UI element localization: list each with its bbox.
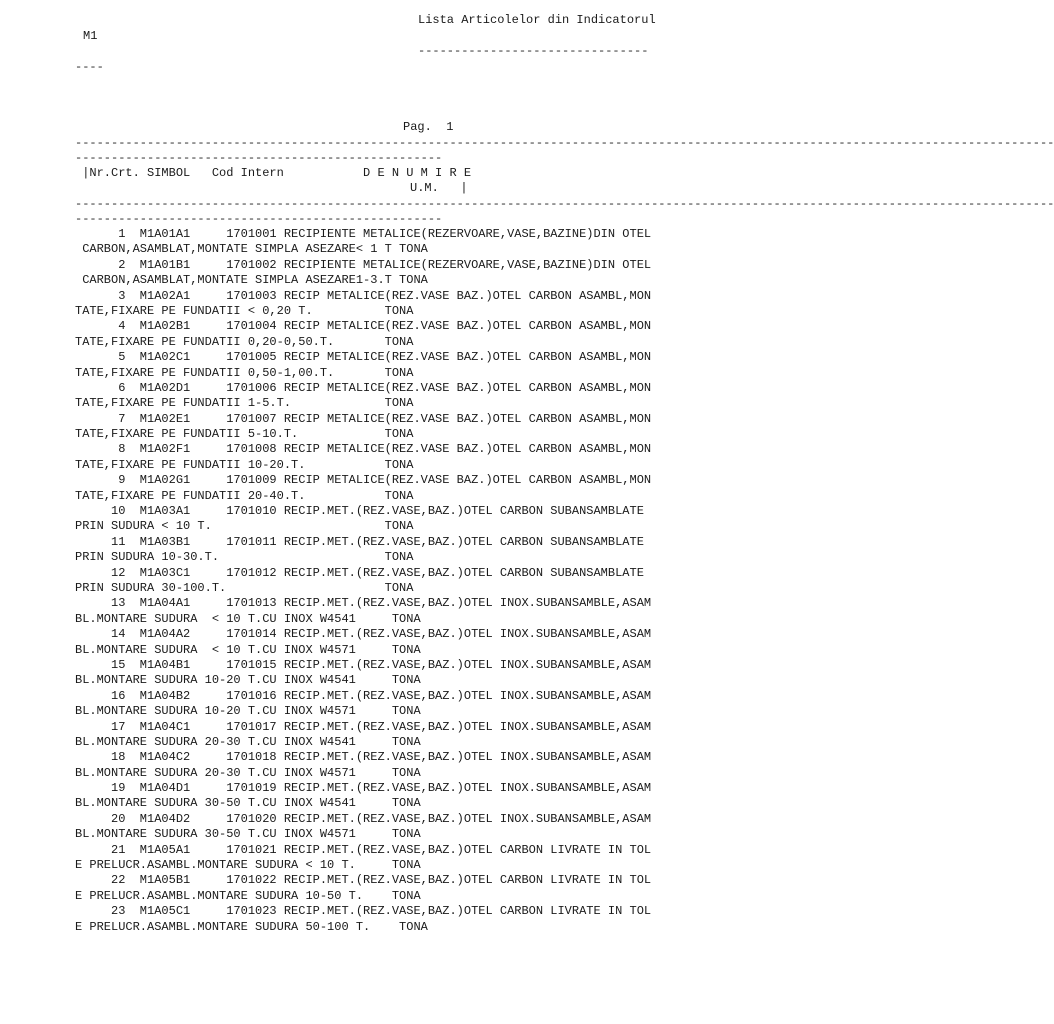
list-item-main-line: 17 M1A04C1 1701017 RECIP.MET.(REZ.VASE,BAZ.)OTEL INOX.SUBANSAMBLE,ASAM <box>75 719 652 734</box>
list-item <box>75 289 765 320</box>
list-item-main-line: 15 M1A04B1 1701015 RECIP.MET.(REZ.VASE,BAZ.)OTEL INOX.SUBANSAMBLE,ASAM <box>75 657 652 672</box>
list-item-main-line: 1 M1A01A1 1701001 RECIPIENTE METALICE(REZERVOARE,VASE,BAZINE)DIN OTEL <box>75 227 652 241</box>
list-item-main-line: 3 M1A02A1 1701003 RECIP METALICE(REZ.VASE BAZ.)OTEL CARBON ASAMBL,MON <box>75 288 652 303</box>
list-item-main-line: 9 M1A02G1 1701009 RECIP METALICE(REZ.VASE BAZ.)OTEL CARBON ASAMBL,MON <box>75 473 652 488</box>
code-underline: ---- <box>75 60 104 74</box>
list-item <box>75 596 765 627</box>
list-item-main-line: 12 M1A03C1 1701012 RECIP.MET.(REZ.VASE,BAZ.)OTEL CARBON SUBANSAMBLATE <box>75 565 644 580</box>
list-item-main-line: 14 M1A04A2 1701014 RECIP.MET.(REZ.VASE,BAZ.)OTEL INOX.SUBANSAMBLE,ASAM <box>75 627 652 642</box>
list-item-continuation-line: BL.MONTARE SUDURA 20-30 T.CU INOX W4571 TONA <box>75 765 421 780</box>
list-item-continuation-line: PRIN SUDURA < 10 T. TONA <box>75 519 414 534</box>
list-item <box>75 535 765 566</box>
list-item-continuation-line: TATE,FIXARE PE FUNDATII 0,50-1,00.T. TONA <box>75 365 414 380</box>
list-item <box>75 504 765 535</box>
list-item-continuation-line: CARBON,ASAMBLAT,MONTATE SIMPLA ASEZARE1-3.T TONA <box>75 273 428 288</box>
list-item-continuation-line: PRIN SUDURA 10-30.T. TONA <box>75 550 414 565</box>
list-item <box>75 566 765 597</box>
table-top-rule-wrap <box>75 136 1054 151</box>
list-item <box>75 381 765 412</box>
column-header: |Nr.Crt. SIMBOL Cod Intern D E N U M I R E <box>75 166 472 180</box>
list-item-main-line: 4 M1A02B1 1701004 RECIP METALICE(REZ.VASE BAZ.)OTEL CARBON ASAMBL,MON <box>75 319 652 334</box>
list-item-continuation-line: TATE,FIXARE PE FUNDATII 10-20.T. TONA <box>75 457 414 472</box>
list-item-main-line: 8 M1A02F1 1701008 RECIP METALICE(REZ.VASE BAZ.)OTEL CARBON ASAMBL,MON <box>75 442 652 457</box>
list-item <box>75 658 765 689</box>
article-list <box>75 227 765 935</box>
list-item <box>75 873 765 904</box>
document-title: Lista Articolelor din Indicatorul <box>418 13 656 27</box>
list-item <box>75 843 765 874</box>
list-item-continuation-line: CARBON,ASAMBLAT,MONTATE SIMPLA ASEZARE< 1 T TONA <box>75 242 428 257</box>
list-item <box>75 720 765 751</box>
column-header-unit: U.M. | <box>410 181 468 195</box>
list-item-continuation-line: E PRELUCR.ASAMBL.MONTARE SUDURA 10-50 T. TONA <box>75 888 421 903</box>
list-item-main-line: 21 M1A05A1 1701021 RECIP.MET.(REZ.VASE,BAZ.)OTEL CARBON LIVRATE IN TOL <box>75 842 652 857</box>
list-item <box>75 627 765 658</box>
list-item-continuation-line: TATE,FIXARE PE FUNDATII 20-40.T. TONA <box>75 488 414 503</box>
table-header-rule-continued: --------------------------------------------------- <box>75 212 443 226</box>
list-item-continuation-line: BL.MONTARE SUDURA 30-50 T.CU INOX W4541 TONA <box>75 796 421 811</box>
indicator-code: M1 <box>83 29 98 43</box>
list-item-continuation-line: BL.MONTARE SUDURA < 10 T.CU INOX W4541 TONA <box>75 611 421 626</box>
list-item-main-line: 11 M1A03B1 1701011 RECIP.MET.(REZ.VASE,BAZ.)OTEL CARBON SUBANSAMBLATE <box>75 534 644 549</box>
list-item-main-line: 7 M1A02E1 1701007 RECIP METALICE(REZ.VASE BAZ.)OTEL CARBON ASAMBL,MON <box>75 411 652 426</box>
list-item-continuation-line: TATE,FIXARE PE FUNDATII 5-10.T. TONA <box>75 427 414 442</box>
list-item <box>75 812 765 843</box>
list-item-continuation-line: PRIN SUDURA 30-100.T. TONA <box>75 580 414 595</box>
list-item-main-line: 20 M1A04D2 1701020 RECIP.MET.(REZ.VASE,BAZ.)OTEL INOX.SUBANSAMBLE,ASAM <box>75 811 652 826</box>
list-item-continuation-line: E PRELUCR.ASAMBL.MONTARE SUDURA 50-100 T. TONA <box>75 919 428 934</box>
table-top-rule-continued: --------------------------------------------------- <box>75 151 443 165</box>
list-item-main-line: 10 M1A03A1 1701010 RECIP.MET.(REZ.VASE,BAZ.)OTEL CARBON SUBANSAMBLATE <box>75 504 644 519</box>
list-item-continuation-line: E PRELUCR.ASAMBL.MONTARE SUDURA < 10 T. TONA <box>75 858 421 873</box>
list-item-main-line: 2 M1A01B1 1701002 RECIPIENTE METALICE(REZERVOARE,VASE,BAZINE)DIN OTEL <box>75 257 652 272</box>
list-item <box>75 904 765 935</box>
list-item <box>75 750 765 781</box>
list-item-continuation-line: BL.MONTARE SUDURA 30-50 T.CU INOX W4571 TONA <box>75 827 421 842</box>
list-item <box>75 227 765 258</box>
list-item-continuation-line: BL.MONTARE SUDURA 20-30 T.CU INOX W4541 TONA <box>75 734 421 749</box>
list-item-main-line: 22 M1A05B1 1701022 RECIP.MET.(REZ.VASE,BAZ.)OTEL CARBON LIVRATE IN TOL <box>75 873 652 888</box>
list-item-main-line: 18 M1A04C2 1701018 RECIP.MET.(REZ.VASE,BAZ.)OTEL INOX.SUBANSAMBLE,ASAM <box>75 750 652 765</box>
list-item <box>75 350 765 381</box>
list-item <box>75 258 765 289</box>
list-item-continuation-line: BL.MONTARE SUDURA 10-20 T.CU INOX W4541 TONA <box>75 673 421 688</box>
list-item-main-line: 13 M1A04A1 1701013 RECIP.MET.(REZ.VASE,BAZ.)OTEL INOX.SUBANSAMBLE,ASAM <box>75 596 652 611</box>
list-item <box>75 781 765 812</box>
list-item-continuation-line: BL.MONTARE SUDURA 10-20 T.CU INOX W4571 TONA <box>75 704 421 719</box>
table-header-rule-wrap <box>75 197 1054 212</box>
table-header-rule: ---------------------------------------------------------------------------------------------------------------------------------------- <box>75 197 1054 211</box>
page-number: Pag. 1 <box>403 120 454 134</box>
title-underline: -------------------------------- <box>418 44 649 58</box>
list-item-main-line: 23 M1A05C1 1701023 RECIP.MET.(REZ.VASE,BAZ.)OTEL CARBON LIVRATE IN TOL <box>75 904 652 919</box>
list-item-main-line: 16 M1A04B2 1701016 RECIP.MET.(REZ.VASE,BAZ.)OTEL INOX.SUBANSAMBLE,ASAM <box>75 688 652 703</box>
list-item-continuation-line: TATE,FIXARE PE FUNDATII 0,20-0,50.T. TONA <box>75 334 414 349</box>
list-item-continuation-line: TATE,FIXARE PE FUNDATII 1-5.T. TONA <box>75 396 414 411</box>
table-top-rule: ---------------------------------------------------------------------------------------------------------------------------------------- <box>75 136 1054 150</box>
list-item <box>75 473 765 504</box>
list-item <box>75 689 765 720</box>
list-item-main-line: 5 M1A02C1 1701005 RECIP METALICE(REZ.VASE BAZ.)OTEL CARBON ASAMBL,MON <box>75 350 652 365</box>
list-item-continuation-line: BL.MONTARE SUDURA < 10 T.CU INOX W4571 TONA <box>75 642 421 657</box>
list-item <box>75 319 765 350</box>
list-item-main-line: 19 M1A04D1 1701019 RECIP.MET.(REZ.VASE,BAZ.)OTEL INOX.SUBANSAMBLE,ASAM <box>75 781 652 796</box>
list-item <box>75 442 765 473</box>
list-item-main-line: 6 M1A02D1 1701006 RECIP METALICE(REZ.VASE BAZ.)OTEL CARBON ASAMBL,MON <box>75 380 652 395</box>
list-item-continuation-line: TATE,FIXARE PE FUNDATII < 0,20 T. TONA <box>75 303 414 318</box>
list-item <box>75 412 765 443</box>
